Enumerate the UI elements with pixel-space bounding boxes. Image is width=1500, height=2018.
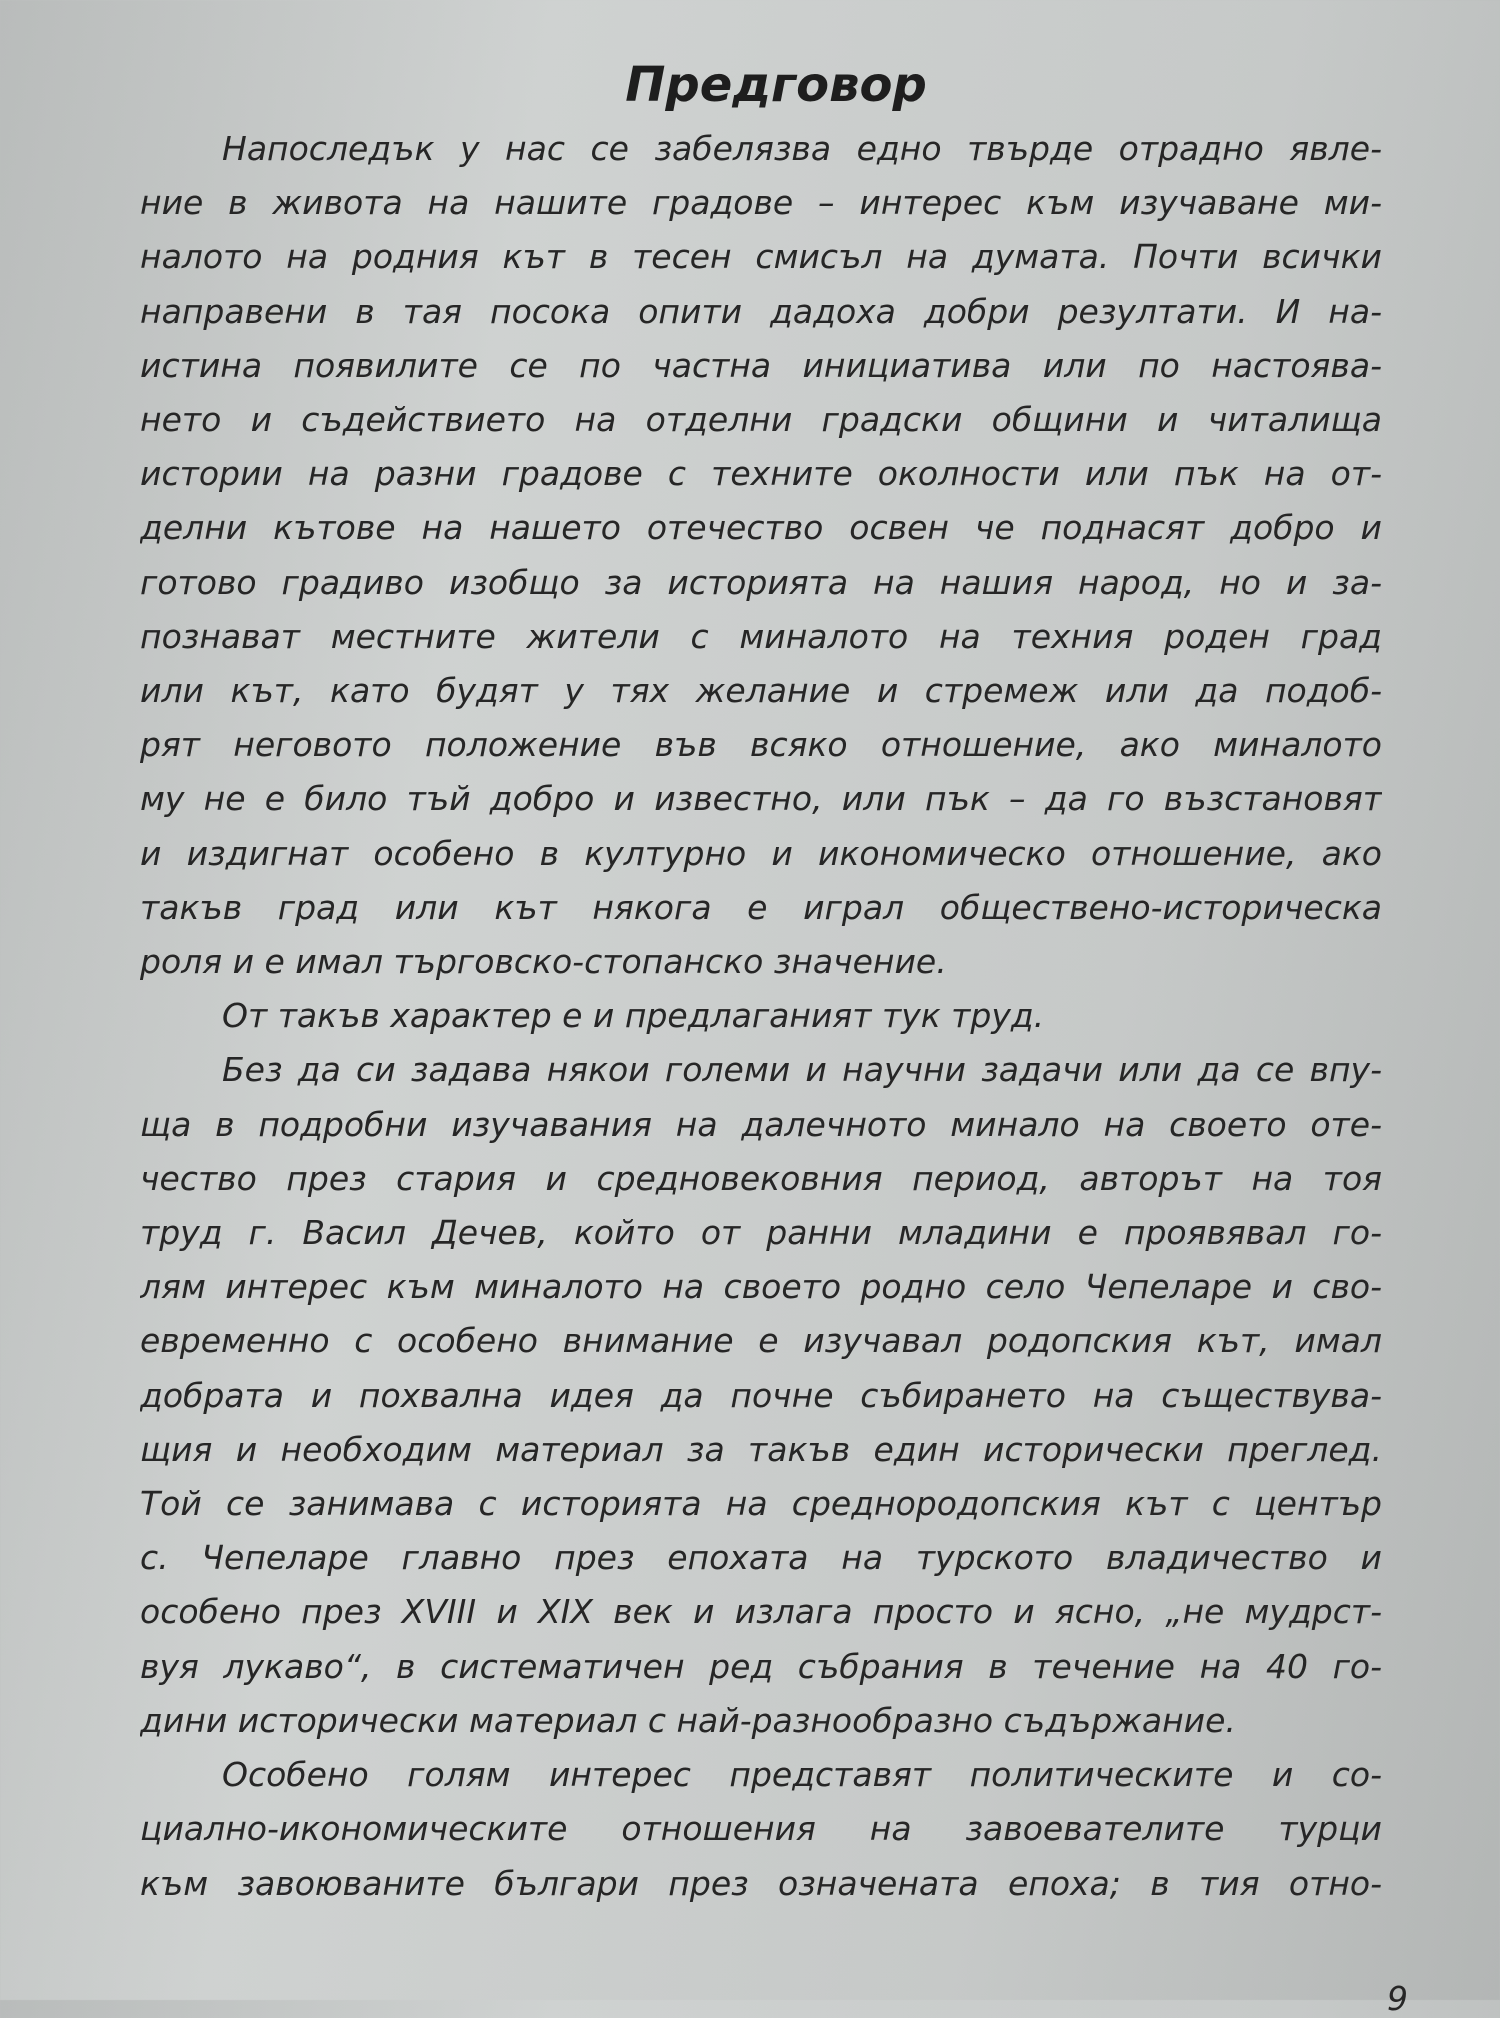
page-title: Предговор — [625, 57, 927, 113]
text-line: рят неговото положение във всяко отношение, ако миналото — [140, 725, 1382, 765]
text-line: ние в живота на нашите градове – интерес към изучаване ми- — [140, 183, 1382, 223]
text-line: познават местните жители с миналото на техния роден град — [140, 616, 1382, 656]
text-line: налото на родния кът в тесен смисъл на думата. Почти всички — [140, 237, 1382, 277]
text-line: към завоюваните българи през означената епоха; в тия отно- — [140, 1863, 1382, 1903]
text-line: дини исторически материал с най-разнообразно съдържание. — [140, 1700, 1236, 1740]
text-line: Особено голям интерес представят политическите и со- — [222, 1755, 1382, 1795]
text-line: роля и е имал търговско-стопанско значение. — [140, 942, 947, 982]
text-line: особено през XVIII и XIX век и излага просто и ясно, „не мудрст- — [140, 1592, 1382, 1632]
text-line: Без да си задава някои големи и научни задачи или да се впу- — [222, 1050, 1382, 1090]
text-line: с. Чепеларе главно през епохата на турското владичество и — [140, 1538, 1382, 1578]
text-line: вуя лукаво“, в систематичен ред събрания в течение на 40 го- — [140, 1646, 1382, 1686]
text-line: труд г. Васил Дечев, който от ранни младини е проявявал го- — [140, 1213, 1382, 1253]
text-line: истина появилите се по частна инициатива или по настоява- — [140, 345, 1382, 385]
text-line: добрата и похвална идея да почне събирането на съществува- — [140, 1375, 1382, 1415]
text-line: Той се занимава с историята на среднородопския кът с център — [140, 1484, 1382, 1524]
text-line: ща в подробни изучавания на далечното минало на своето оте- — [140, 1104, 1382, 1144]
text-line: такъв град или кът някога е играл обществено-историческа — [140, 887, 1382, 927]
text-line: чество през стария и средновековния период, авторът на тоя — [140, 1158, 1382, 1198]
text-line: Напоследък у нас се забелязва едно твърде отрадно явле- — [222, 129, 1382, 168]
text-line: нето и съдействието на отделни градски общини и читалища — [140, 400, 1382, 440]
text-line: истории на разни градове с техните околности или пък на от- — [140, 454, 1382, 494]
text-line: му не е било тъй добро и известно, или пък – да го възстановят — [140, 779, 1382, 819]
text-line: делни кътове на нашето отечество освен че поднасят добро и — [140, 508, 1382, 548]
text-line: готово градиво изобщо за историята на нашия народ, но и за- — [140, 562, 1382, 602]
text-line: или кът, като будят у тях желание и стремеж или да подоб- — [140, 671, 1382, 711]
text-line: От такъв характер е и предлаганият тук труд. — [222, 996, 1045, 1036]
text-line: щия и необходим материал за такъв един исторически преглед. — [140, 1429, 1382, 1469]
text-line: направени в тая посока опити дадоха добри резултати. И на- — [140, 291, 1382, 331]
text-line: евременно с особено внимание е изучавал родопския кът, имал — [140, 1321, 1382, 1361]
text-line: лям интерес към миналото на своето родно село Чепеларе и сво- — [140, 1267, 1382, 1307]
page-number: 9 — [1387, 1979, 1408, 2018]
body-text — [140, 122, 1382, 1911]
text-line: циално-икономическите отношения на завоевателите турци — [140, 1809, 1382, 1849]
text-line: и издигнат особено в културно и икономическо отношение, ако — [140, 833, 1382, 873]
